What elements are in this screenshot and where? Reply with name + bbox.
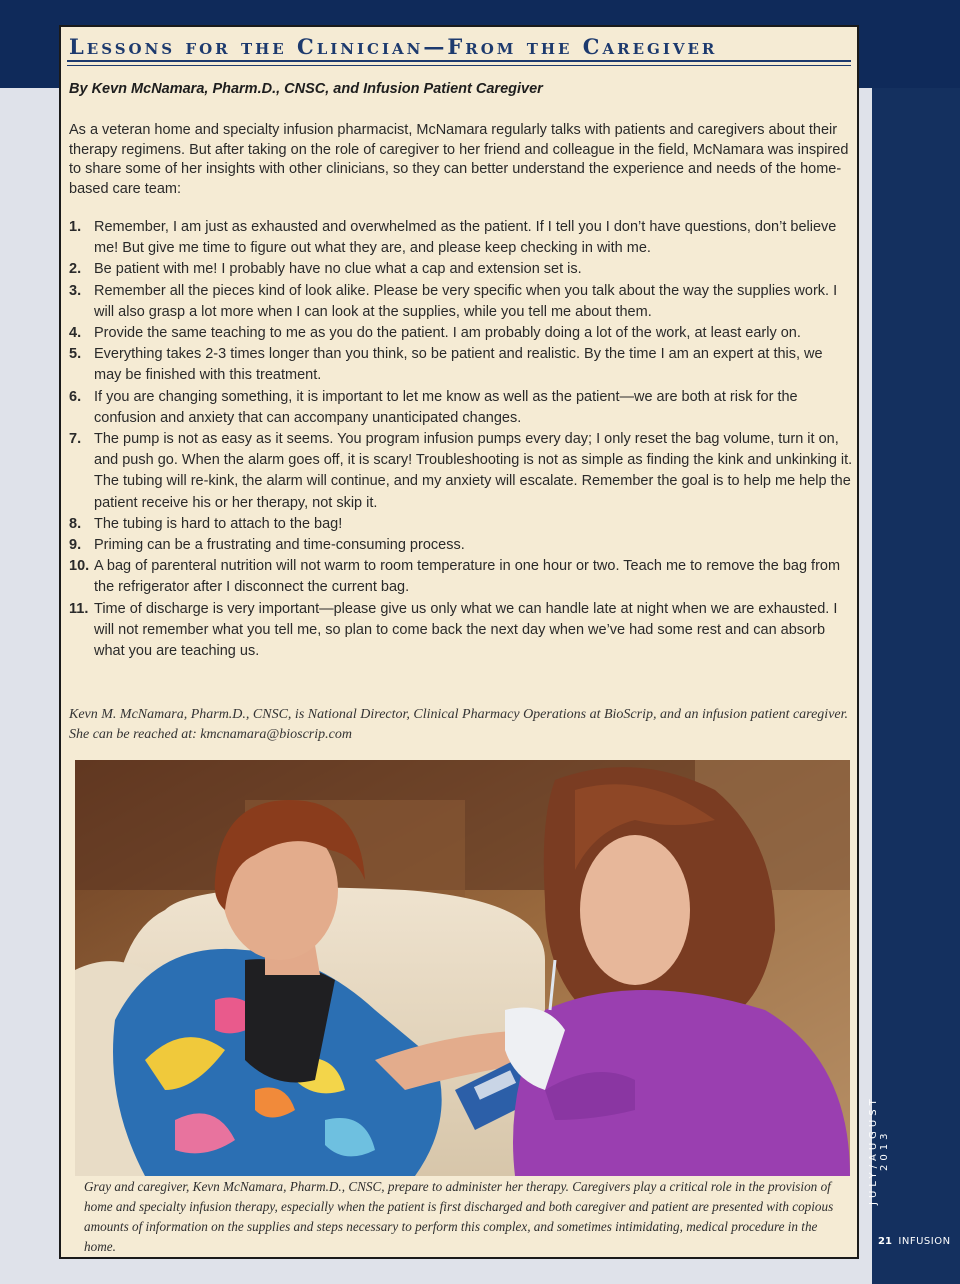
magazine-name: INFUSION [898,1236,951,1247]
tips-list [69,217,853,662]
item-text: Remember all the pieces kind of look alike. Please be very specific when you talk about the way the supplies work. I will also grasp a lot more when I can look at the supplies, while you tell me about them. [94,282,838,320]
intro-paragraph: As a veteran home and specialty infusion pharmacist, McNamara regularly talks with patients and caregivers about their therapy regimens. But after taking on the role of caregiver to her friend and colleague in the field, McNamara was inspired to share some of her insights with other clinicians, so they can better understand the experience and needs of the home-based care team: [69,122,849,197]
item-number: 11. [69,600,89,617]
item-text: Remember, I am just as exhausted and overwhelmed as the patient. If I tell you I don’t have questions, don’t believe me! But give me time to figure out what they are, and please keep checking in with me. [94,219,837,257]
list-item [69,429,853,514]
page-footer [878,1236,951,1247]
list-item [69,217,853,259]
list-item [69,344,853,386]
item-number: 10. [69,558,90,575]
item-number: 1. [69,219,82,235]
photo-illustration [75,760,850,1176]
author-bio: Kevn M. McNamara, Pharm.D., CNSC, is National Director, Clinical Pharmacy Operations at BioScrip, and an infusion patient caregiver. She can be reached at: kmcnamara@bioscrip.com [69,707,849,742]
item-text: The tubing is hard to attach to the bag! [94,515,343,532]
page-number: 21 [878,1236,892,1247]
article-title: Lessons for the Clinician—From the Caregiver [69,34,718,59]
item-text: Everything takes 2-3 times longer than you think, so be patient and realistic. By the time I am an expert at this, we may be finished with this treatment. [94,346,823,384]
title-rule [67,60,851,62]
item-text: Time of discharge is very important—please give us only what we can handle late at night when we are exhausted. I will not remember what you tell me, so plan to come back the next day when we’ve had some rest and can absorb what you are teaching us. [94,600,838,660]
item-number: 3. [69,282,82,299]
list-item [69,387,853,429]
list-item [69,535,853,556]
item-text: Priming can be a frustrating and time-consuming process. [94,537,465,554]
item-number: 2. [69,261,82,278]
item-number: 6. [69,388,82,405]
article-photo [75,760,850,1176]
issue-date: JULY/AUGUST 2013 [868,1095,890,1205]
item-text: Provide the same teaching to me as you do the patient. I am probably doing a lot of the work, at least early on. [94,325,801,342]
title-rule-thin [67,65,851,66]
item-number: 9. [69,537,82,554]
list-item [69,599,853,663]
list-item [69,281,853,323]
list-item [69,259,853,280]
article-panel [59,25,859,1259]
item-text: A bag of parenteral nutrition will not warm to room temperature in one hour or two. Teach me to remove the bag from the refrigerator after I disconnect the current bag. [94,558,841,596]
list-item [69,556,853,598]
list-item [69,514,853,535]
item-number: 8. [69,515,82,532]
list-item [69,323,853,344]
photo-caption: Gray and caregiver, Kevn McNamara, Pharm.D., CNSC, prepare to administer her therapy. Caregivers play a critical role in the provision of home and specialty infusion therapy, especially when the patient is first discharged and both caregiver and patient are presented with copious amounts of information on the supplies and steps necessary to perform this complex, and sometimes intimidating, medical procedure in the home. [84,1179,834,1254]
item-number: 7. [69,431,82,448]
item-text: If you are changing something, it is important to let me know as well as the patient—we are both at risk for the confusion and anxiety that can accompany unanticipated changes. [94,388,798,426]
item-text: The pump is not as easy as it seems. You program infusion pumps every day; I only reset the bag volume, turn it on, and push go. When the alarm goes off, it is scary! Troubleshooting is not as simple as finding the kink and unkinking it. The tubing will re-kink, the alarm will continue, and my anxiety will escalate. Remember the goal is to help me help the patient receive his or her therapy, not skip it. [94,431,853,511]
item-number: 5. [69,346,82,363]
item-text: Be patient with me! I probably have no clue what a cap and extension set is. [94,261,582,278]
byline: By Kevn McNamara, Pharm.D., CNSC, and Infusion Patient Caregiver [69,81,543,97]
item-number: 4. [69,325,82,342]
